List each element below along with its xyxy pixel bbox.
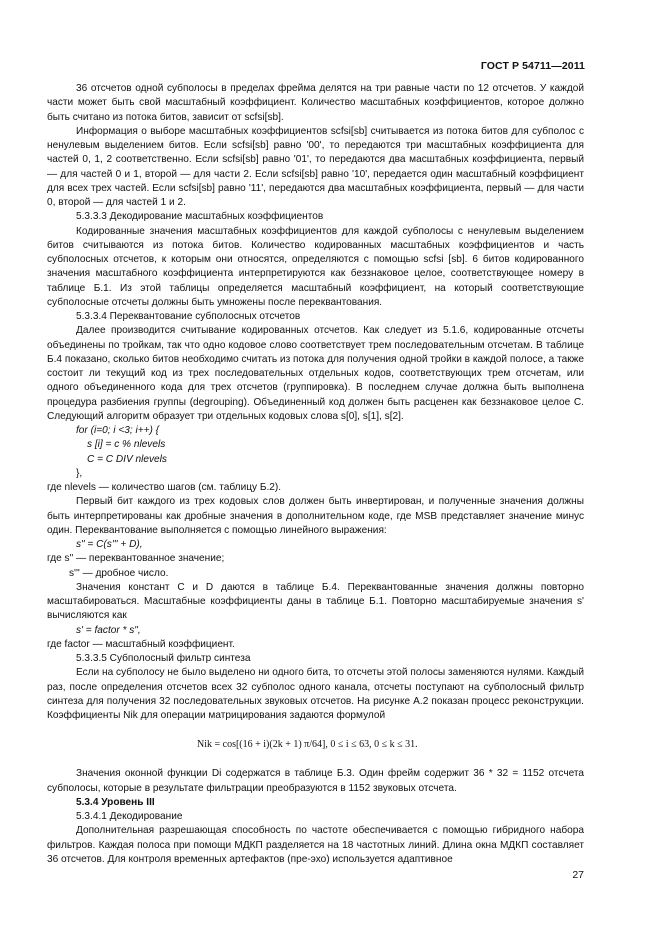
section-heading: 5.3.3.3 Декодирование масштабных коэффициентов (76, 211, 324, 223)
paragraph: Дополнительная разрешающая способность по частоте обеспечивается с помощью гибридного набора фильтров. Каждая полоса при помощи МДКП разделяется на 18 частотных линий. Длина окна МДКП составляет 36 отсчетов. Для контроля временных артефактов (пре-эхо) используется адаптивное (47, 825, 584, 865)
document-body (47, 82, 584, 867)
definition-line: s''' — дробное число. (69, 567, 169, 579)
paragraph: Первый бит каждого из трех кодовых слов должен быть инвертирован, и полученные значения должны быть интерпретированы как дробные значения в дополнительном коде, где MSB представляет значение минус один. Переквантование выполняется с помощью линейного выражения: (47, 496, 584, 536)
code-line: for (i=0; i <3; i++) { (76, 425, 160, 436)
formula-line: s" = C(s''' + D), (76, 539, 143, 550)
definition-line: где s" — переквантованное значение; (47, 553, 225, 565)
code-line: s [i] = c % nlevels (87, 439, 166, 451)
definition-line: где factor — масштабный коэффициент. (47, 638, 235, 650)
paragraph: Информация о выборе масштабных коэффициентов scfsi[sb] считывается из потока битов для субполос с ненулевым выделением битов. Если scfsi[sb] равно '00', то передаются три масштабных коэффициента для частей 0, 1, 2 соответственно. Если scfsi[sb] равно '01', то передаются два масштабных коэффициента, первый — для частей 0 и 1, второй — для части 2. Если scfsi[sb] равно '10', передается один масштабный коэффициент для всех трех частей. Если scfsi[sb] равно '11', передаются два масштабных коэффициента, первый — для части 0, второй — для частей 1 и 2. (47, 125, 584, 208)
formula-line: s' = factor * s", (76, 624, 141, 636)
code-line: C = C DIV nlevels (87, 453, 167, 465)
paragraph: Далее производится считывание кодированных отсчетов. Как следует из 5.1.6, кодированные отсчеты объединены по тройкам, так что одно кодовое слово соответствует трем последовательным отсчетам. В таблице Б.4 показано, сколько битов необходимо считать из потока для получения одной тройки в каждой полосе, а также состоит ли текущий код из трех последовательных отдельных кодов, соответствующих трем отсчетам, или одного объединенного кода для трех отсчетов (группировка). В последнем случае должна быть выполнена процедура разбиения группы (degrouping). Объединенный код должен быть расценен как беззнаковое целое C. Следующий алгоритм образует три отдельных кодовых слова s[0], s[1], s[2]. (47, 325, 584, 422)
paragraph: 36 отсчетов одной субполосы в пределах фрейма делятся на три равные части по 12 отсчетов. У каждой части может быть свой масштабный коэффициент. Количество масштабных коэффициентов, которое должно быть считано из потока битов, зависит от scfsi[sb]. (47, 83, 584, 123)
section-heading: 5.3.3.5 Субполосный фильтр синтеза (76, 653, 251, 664)
code-line: }, (76, 467, 83, 479)
standard-header: ГОСТ Р 54711—2011 (480, 60, 585, 72)
section-heading: 5.3.4 Уровень III (76, 796, 155, 808)
paragraph: Значения оконной функции Di содержатся в таблице Б.3. Один фрейм содержит 36 * 32 = 1152 отсчета субполосы, которые в результате фильтрации преобразуются в 1152 звуковых отсчета. (47, 768, 584, 794)
paragraph: Значения констант C и D даются в таблице Б.4. Переквантованные значения должны повторно масштабироваться. Масштабные коэффициенты даны в таблице Б.1. Повторно масштабируемые значения s' вычисляются как (47, 581, 584, 622)
page-number: 27 (572, 869, 584, 881)
section-heading: 5.3.3.4 Переквантование субполосных отсчетов (76, 311, 301, 322)
definition-line: где nlevels — количество шагов (см. таблицу Б.2). (47, 482, 282, 493)
paragraph: Если на субполосу не было выделено ни одного бита, то отсчеты этой полосы заменяются нулями. Каждый раз, после определения отсчетов всех 32 субполос одного канала, отсчеты поступают на субполосный фильтр синтеза для получения 32 последовательных звуковых отсчетов. На рисунке А.2 показан процесс реконструкции. Коэффициенты Nik для операции матрицирования задаются формулой (47, 667, 584, 721)
paragraph: Кодированные значения масштабных коэффициентов для каждой субполосы с ненулевым выделением битов считываются из потока битов. Количество кодированных масштабных коэффициентов и часть субполосных отсчетов, к которым они относятся, определяются с помощью scfsi [sb]. 6 битов кодированного значения масштабного коэффициента интерпретируются как беззнаковое целое, соответствующее номеру в таблице Б.1. Из этой таблицы определяется масштабный коэффициент, на который соответствующие субполосные отсчеты должны быть умножены после переквантования. (47, 225, 584, 308)
section-heading: 5.3.4.1 Декодирование (76, 811, 183, 822)
matrix-formula: Nik = cos[(16 + i)(2k + 1) π/64], 0 ≤ i ≤ 63, 0 ≤ k ≤ 31. (197, 739, 418, 751)
